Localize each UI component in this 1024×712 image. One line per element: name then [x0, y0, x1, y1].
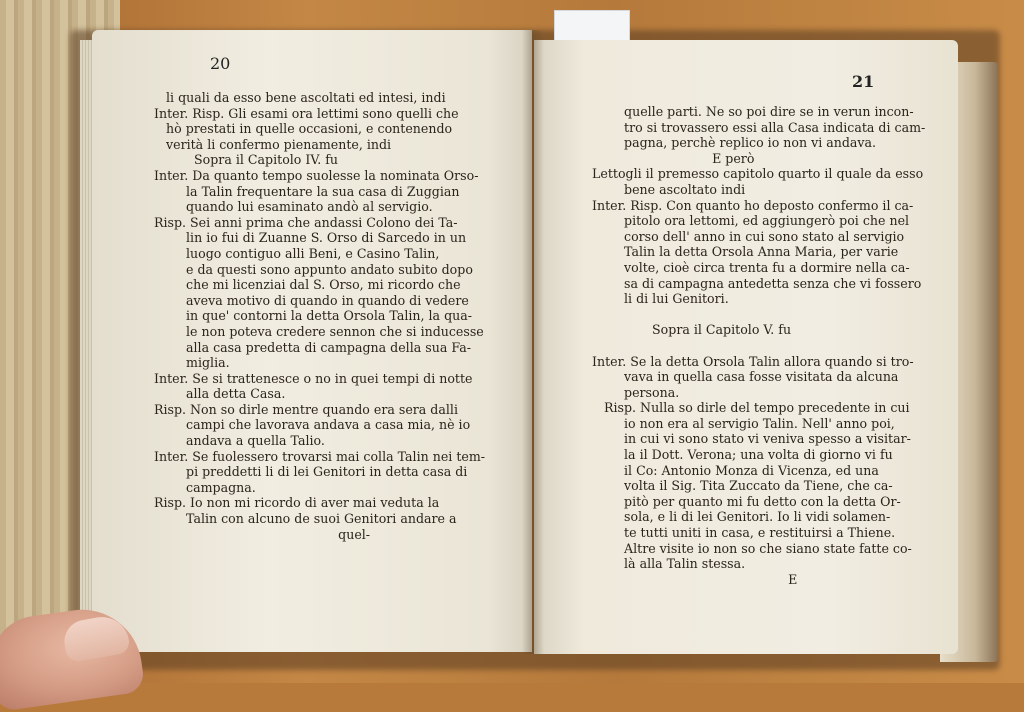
right_page-line: bene ascoltato indi [592, 181, 746, 197]
right_page-line: la il Dott. Verona; una volta di giorno vi fu [592, 447, 893, 463]
left_page-line: che mi licenziai dal S. Orso, mi ricordo che [154, 277, 461, 293]
right_page-line: persona. [592, 384, 680, 400]
left_page-line: alla detta Casa. [154, 386, 286, 402]
right_page-line: Inter. Risp. Con quanto ho deposto confermo il ca- [592, 197, 914, 213]
left-page-text [154, 90, 485, 542]
right_page-line [592, 307, 925, 323]
right_page-line: corso dell' anno in cui sono stato al servigio [592, 228, 905, 244]
right_page-line: sola, e li di lei Genitori. Io li vidi solamen- [592, 509, 891, 525]
right_page-line: te tutti uniti in casa, e restituirsi a Thiene. [592, 525, 896, 541]
left_page-line: campagna. [154, 479, 256, 495]
left_page-line: Inter. Da quanto tempo suolesse la nominata Orso- [154, 167, 479, 183]
right_page-line: tro si trovassero essi alla Casa indicata di cam- [592, 119, 926, 135]
right_page-line: io non era al servigio Talin. Nell' anno poi, [592, 415, 895, 431]
left_page-line: Risp. Io non mi ricordo di aver mai veduta la [154, 495, 440, 511]
left_page-line: alla casa predetta di campagna della sua Fa- [154, 339, 471, 355]
left_page-line: Risp. Non so dirle mentre quando era sera dalli [154, 401, 458, 417]
left_page-line: Sopra il Capitolo IV. fu [154, 152, 339, 168]
right_page-line: sa di campagna antedetta senza che vi fossero [592, 275, 922, 291]
right_page-line: pitò per quanto mi fu detto con la detta Or- [592, 493, 901, 509]
right_page-line: E però [592, 150, 755, 166]
left-page-number: 20 [210, 54, 231, 73]
left_page-line: in que' contorni la detta Orsola Talin, la qua- [154, 308, 473, 324]
left_page-line: Inter. Se fuolessero trovarsi mai colla Talin nei tem- [154, 448, 486, 464]
left_page-line: Talin con alcuno de suoi Genitori andare a [154, 511, 457, 527]
right_page-line: in cui vi sono stato vi veniva spesso a visitar- [592, 431, 911, 447]
right_page-line: Risp. Nulla so dirle del tempo precedente in cui [592, 400, 910, 416]
right_page-line: volta il Sig. Tita Zuccato da Tiene, che ca- [592, 478, 893, 494]
right_page-line: pitolo ora lettomi, ed aggiungerò poi che nel [592, 213, 910, 229]
right_page-line: pagna, perchè replico io non vi andava. [592, 135, 877, 151]
book-gutter [522, 30, 544, 654]
left_page-line: Inter. Risp. Gli esami ora lettimi sono quelli che [154, 105, 459, 121]
right_page-line: il Co: Antonio Monza di Vicenza, ed una [592, 462, 879, 478]
right_page-line: volte, cioè circa trenta fu a dormire nella ca- [592, 259, 910, 275]
left_page-line: quel- [154, 526, 371, 542]
right_page-line: Talin la detta Orsola Anna Maria, per varie [592, 244, 899, 260]
left_page-line: verità li confermo pienamente, indi [154, 136, 392, 152]
right_page-line: Lettogli il premesso capitolo quarto il quale da esso [592, 166, 924, 182]
right-page-number: 21 [852, 72, 875, 91]
left_page-line: quando lui esaminato andò al servigio. [154, 199, 433, 215]
right_page-line: quelle parti. Ne so poi dire se in verun incon- [592, 104, 914, 119]
right_page-line: là alla Talin stessa. [592, 556, 746, 572]
left_page-line: la Talin frequentare la sua casa di Zuggian [154, 183, 460, 199]
left_page-line: luogo contiguo alli Beni, e Casino Talin, [154, 245, 440, 261]
right_page-line: E [592, 571, 798, 587]
left_page-line: lin io fui di Zuanne S. Orso di Sarcedo in un [154, 230, 467, 246]
left_page-line: hò prestati in quelle occasioni, e contenendo [154, 121, 453, 137]
left_page-line: campi che lavorava andava a casa mia, nè io [154, 417, 471, 433]
right-page [534, 40, 958, 654]
left_page-line: andava a quella Talio. [154, 433, 325, 449]
left_page-line: aveva motivo di quando in quando di vedere [154, 292, 469, 308]
paper-bookmark [554, 10, 630, 44]
left_page-line: le non poteva credere sennon che si inducesse [154, 323, 484, 339]
left_page-line: Risp. Sei anni prima che andassi Colono dei Ta- [154, 214, 458, 230]
left_page-line: li quali da esso bene ascoltati ed intesi, indi [154, 90, 446, 105]
right_page-line: Altre visite io non so che siano state fatte co- [592, 540, 912, 556]
right-page-text [592, 104, 925, 587]
right_page-line: Sopra il Capitolo V. fu [592, 322, 792, 338]
right_page-line: li di lui Genitori. [592, 291, 729, 307]
left_page-line: Inter. Se si trattenesce o no in quei tempi di notte [154, 370, 473, 386]
left_page-line: e da questi sono appunto andato subito dopo [154, 261, 473, 277]
right_page-line: Inter. Se la detta Orsola Talin allora quando si tro- [592, 353, 914, 369]
left-page [92, 30, 532, 652]
left_page-line: miglia. [154, 355, 230, 371]
right_page-line [592, 338, 925, 354]
right_page-line: vava in quella casa fosse visitata da alcuna [592, 369, 899, 385]
left_page-line: pi preddetti li di lei Genitori in detta casa di [154, 464, 468, 480]
